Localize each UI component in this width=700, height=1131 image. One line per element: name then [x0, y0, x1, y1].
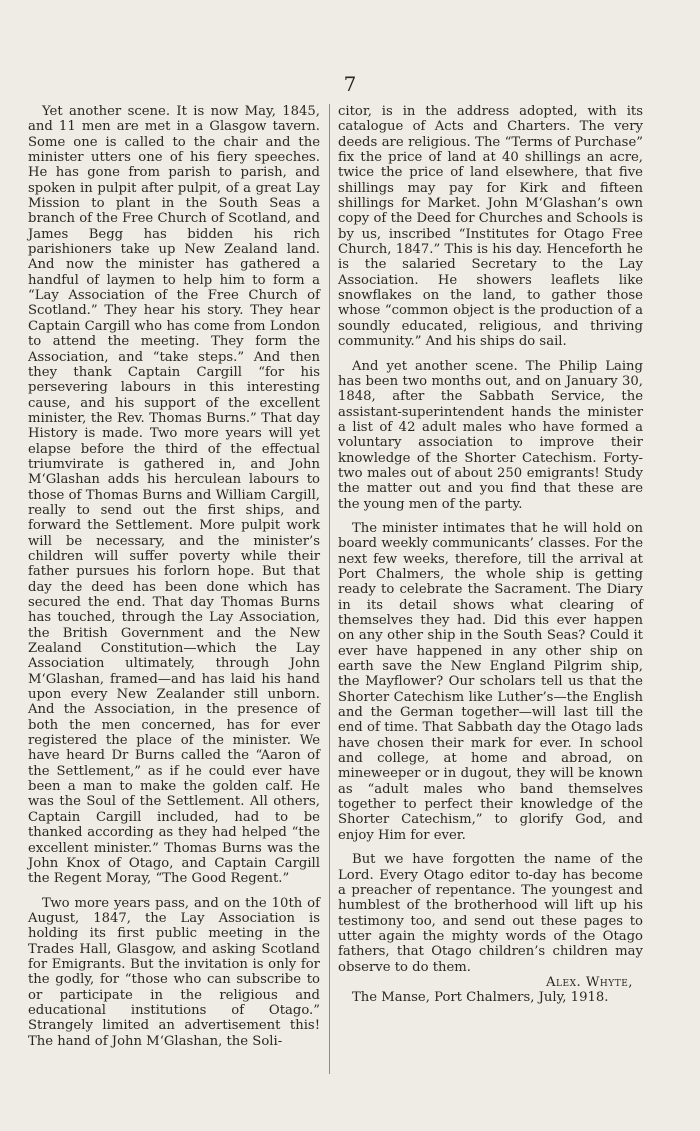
signature: Alex. Whyte,: [546, 974, 633, 990]
paragraph: But we have forgotten the name of the Lord. Every Otago editor to-day has become a preacher of repentance. The youngest and humblest of the brotherhood will lift up his testimony too, and send out these pages to utter again the mighty words of the Otago fathers, that Otago children’s children may observe to do them.: [338, 852, 643, 975]
paragraph: And yet another scene. The Philip Laing has been two months out, and on January 30, 1848, after the Sabbath Service, the assistant-superintendent hands the minister a list of 42 adult males who have formed a voluntary association to improve their knowledge of the Shorter Catechism. Forty-two males out of about 250 emigrants! Study the matter out and you find that these are the young men of the party.: [338, 358, 643, 512]
page-number: 7: [343, 72, 357, 96]
column-divider: [329, 104, 330, 1074]
paragraph: Two more years pass, and on the 10th of August, 1847, the Lay Association is holding its first public meeting in the Trades Hall, Glasgow, and asking Scotland for Emigrants. But the invitation is only for the godly, for “those who can subscribe to or participate in the religious and educational institutions of Otago.” Strangely limited an advertisement this! The hand of John M‘Glashan, the Soli-: [28, 895, 320, 1049]
paragraph: Yet another scene. It is now May, 1845, and 11 men are met in a Glasgow tavern. Some one is called to the chair and the minister utters one of his fiery speeches. He has gone from parish to parish, and spoken in pulpit after pulpit, of a great Lay Mission to plant in the South Seas a branch of the Free Church of Scotland, and James Begg has bidden his rich parishioners take up New Zealand land. And now the minister has gathered a handful of laymen to help him to form a “Lay Association of the Free Church of Scotland.” They hear his story. They hear Captain Cargill who has come from London to attend the meeting. They form the Association, and “take steps.” And then they thank Captain Cargill “for his persevering labours in this interesting cause, and his support of the excellent minister, the Rev. Thomas Burns.” That day History is made. Two more years will yet elapse before the third of the effectual triumvirate is gathered in, and John M‘Glashan adds his herculean labours to those of Thomas Burns and William Cargill, really to send out the first ships, and forward the Settlement. More pulpit work will be necessary, and the minister’s children will suffer poverty while their father pursues his forlorn hope. But that day the deed has been done which has secured the end. That day Thomas Burns has touched, through the Lay Association, the British Government and the New Zealand Constitution—which the Lay Association ultimately, through John M‘Glashan, framed—and has laid his hand upon every New Zealander still unborn. And the Association, in the presence of both the men concerned, has for ever registered the place of the minister. We have heard Dr Burns called the “Aaron of the Settlement,” as if he could ever have been a man to make the golden calf. He was the Soul of the Settlement. All others, Captain Cargill included, had to be thanked according as they had helped “the excellent minister.” Thomas Burns was the John Knox of Otago, and Captain Cargill the Regent Moray, “The Good Regent.”: [28, 104, 320, 887]
right-column: [338, 104, 643, 1006]
paragraph: The minister intimates that he will hold on board weekly communicants’ classes. For the next few weeks, therefore, till the arrival at Port Chalmers, the whole ship is getting ready to celebrate the Sacrament. The Diary in its detail shows what clearing of themselves they had. Did this ever happen on any other ship in the South Seas? Could it ever have happened in any other ship on earth save the New England Pilgrim ship, the Mayflower? Our scholars tell us that the Shorter Catechism like Luther’s—the English and the German together—will last till the end of time. That Sabbath day the Otago lads have chosen their mark for ever. In school and college, at home and abroad, on mineweeper or in dugout, they will be known as “adult males who band themselves together to perfect their knowledge of the Shorter Catechism,” to glorify God, and enjoy Him for ever.: [338, 520, 643, 843]
paragraph-continuation: citor, is in the address adopted, with its catalogue of Acts and Charters. The very deeds are religious. The “Terms of Purchase” fix the price of land at 40 shillings an acre, twice the price of land elsewhere, that five shillings may pay for Kirk and fifteen shillings for Market. John M‘Glashan’s own copy of the Deed for Churches and Schools is by us, inscribed “Institutes for Otago Free Church, 1847.” This is his day. Henceforth he is the salaried Secretary to the Lay Association. He showers leaflets like snowflakes on the land, to gather those whose “common object is the production of a soundly educated, religious, and thriving community.” And his ships do sail.: [338, 104, 643, 350]
left-column: [28, 104, 320, 1049]
dateline: The Manse, Port Chalmers, July, 1918.: [352, 990, 609, 1006]
